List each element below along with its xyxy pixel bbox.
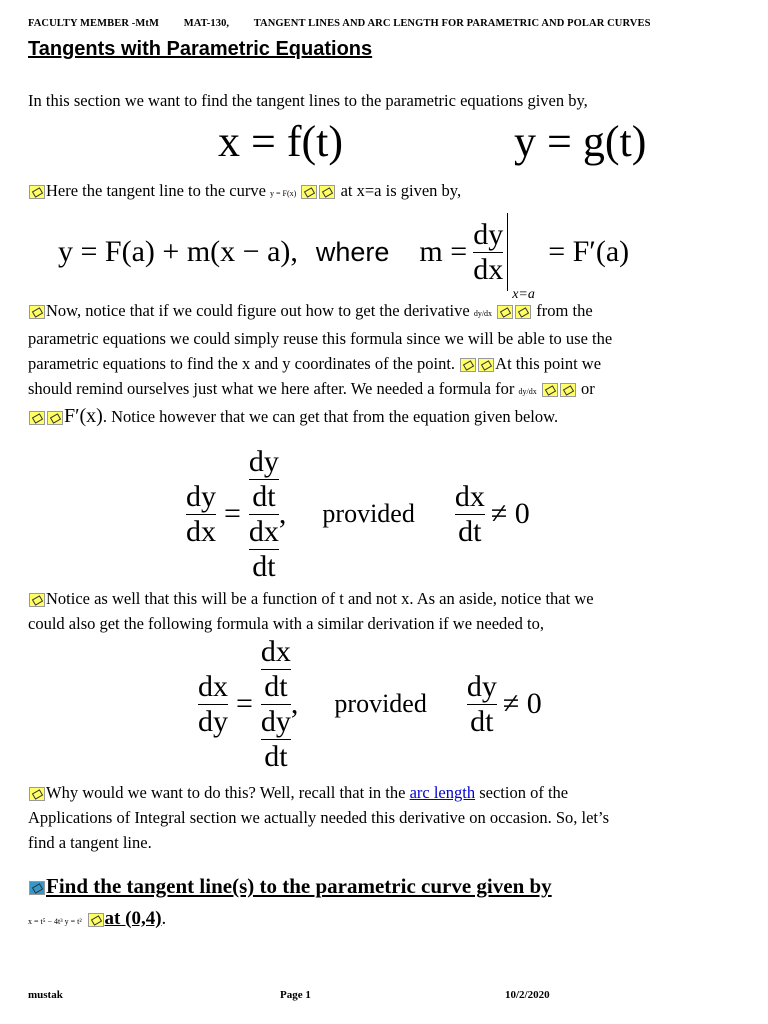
dydx-compound-fraction: $\frac{\frac{dy}{dt}}{\frac{dx}{dt}}$ — [248, 444, 279, 583]
dydx-formula: $\frac{dy}{dx}$ = $\frac{\frac{dy}{dt}}{\frac{dx}{dt}}$ , provided $\frac{dx}{dt}$ ≠ 0 — [186, 444, 530, 583]
page-header — [28, 18, 673, 29]
comment-icon — [560, 383, 576, 397]
where-label: where — [315, 236, 390, 267]
comment-icon — [319, 185, 335, 199]
comment-icon — [47, 411, 63, 425]
curve-inline-eq: y = F(x) — [270, 189, 297, 198]
tangent-eq-left: y = F(a) + m(x − a), — [58, 235, 298, 268]
m-label: m = — [419, 235, 468, 268]
example-curve-eqs: x = t⁵ − 4t³ y = t² — [28, 917, 82, 926]
derivative-paragraph: Now, notice that if we could figure out how to get the derivative dy/dx from the parametric equations we could simply reuse this formula since we will be able to use the parametric equations to find the x and y coordinates of the point. At this point we should remind ourselves just what we here after. We needed a formula for dy/dx or F′(x). Notice however that we can get that from the equation given below. — [28, 301, 613, 427]
footer-date: 10/2/2020 — [505, 989, 550, 1001]
footer-page: Page 1 — [280, 989, 311, 1001]
comment-icon — [301, 185, 317, 199]
arc-length-link[interactable]: arc length — [409, 783, 476, 802]
condition-fraction: $\frac{dy}{dt}$ — [466, 669, 497, 738]
dydx-left-fraction: $\frac{dy}{dx}$ — [186, 479, 216, 548]
page-title: Tangents with Parametric Equations — [28, 38, 373, 60]
condition-fraction: $\frac{dx}{dt}$ — [454, 479, 485, 548]
intro-paragraph: In this section we want to find the tangent lines to the parametric equations given by, — [28, 91, 588, 110]
comment-icon — [29, 593, 45, 607]
comment-icon — [29, 787, 45, 801]
tangent-line-equation — [58, 212, 630, 302]
tangent-line-paragraph: Here the tangent line to the curve y = F(x) at x=a is given by, — [28, 178, 740, 206]
example-equation: x = t⁵ − 4t³ y = t² at (0,4). — [28, 908, 167, 929]
bullet-icon — [29, 881, 45, 895]
header-topic: TANGENT LINES AND ARC LENGTH FOR PARAMETRIC AND POLAR CURVES — [253, 18, 651, 29]
arc-length-paragraph: Why would we want to do this? Well, recall that in the arc length section of the Applications of Integral section we actually needed this derivative on occasion. So, let’s find a tangent line. — [28, 783, 609, 852]
example-heading: Find the tangent line(s) to the parametric curve given by — [28, 874, 552, 899]
dxdy-compound-fraction: $\frac{\frac{dx}{dt}}{\frac{dy}{dt}}$ — [260, 634, 291, 773]
comment-icon — [478, 358, 494, 372]
equation-y: y = g(t) — [514, 117, 647, 166]
dxdy-formula: $\frac{dx}{dy}$ = $\frac{\frac{dx}{dt}}{\frac{dy}{dt}}$ , provided $\frac{dy}{dt}$ ≠ 0 — [198, 634, 542, 773]
aside-paragraph: Notice as well that this will be a function of t and not x. As an aside, notice that we could also get the following formula with a similar derivation if we needed to, — [28, 589, 594, 633]
header-faculty: FACULTY MEMBER -MtM — [28, 18, 159, 29]
comment-icon — [29, 305, 45, 319]
comment-icon — [29, 411, 45, 425]
comment-icon — [497, 305, 513, 319]
dxdy-left-fraction: $\frac{dx}{dy}$ — [198, 669, 228, 738]
eval-bar: x=a — [507, 213, 508, 291]
provided-label: provided — [334, 689, 427, 718]
dy-dx-fraction: $\frac{dy}{dx}$ — [473, 217, 504, 286]
comment-icon — [515, 305, 531, 319]
provided-label: provided — [322, 499, 415, 528]
tangent-eq-right: = F′(a) — [548, 235, 630, 268]
header-course: MAT-130, — [183, 18, 230, 29]
comment-icon — [460, 358, 476, 372]
example-point: at (0,4) — [104, 908, 162, 929]
comment-icon — [29, 185, 45, 199]
comment-icon — [88, 913, 104, 927]
equation-x: x = f(t) — [218, 117, 343, 166]
footer-author: mustak — [28, 989, 63, 1001]
comment-icon — [542, 383, 558, 397]
